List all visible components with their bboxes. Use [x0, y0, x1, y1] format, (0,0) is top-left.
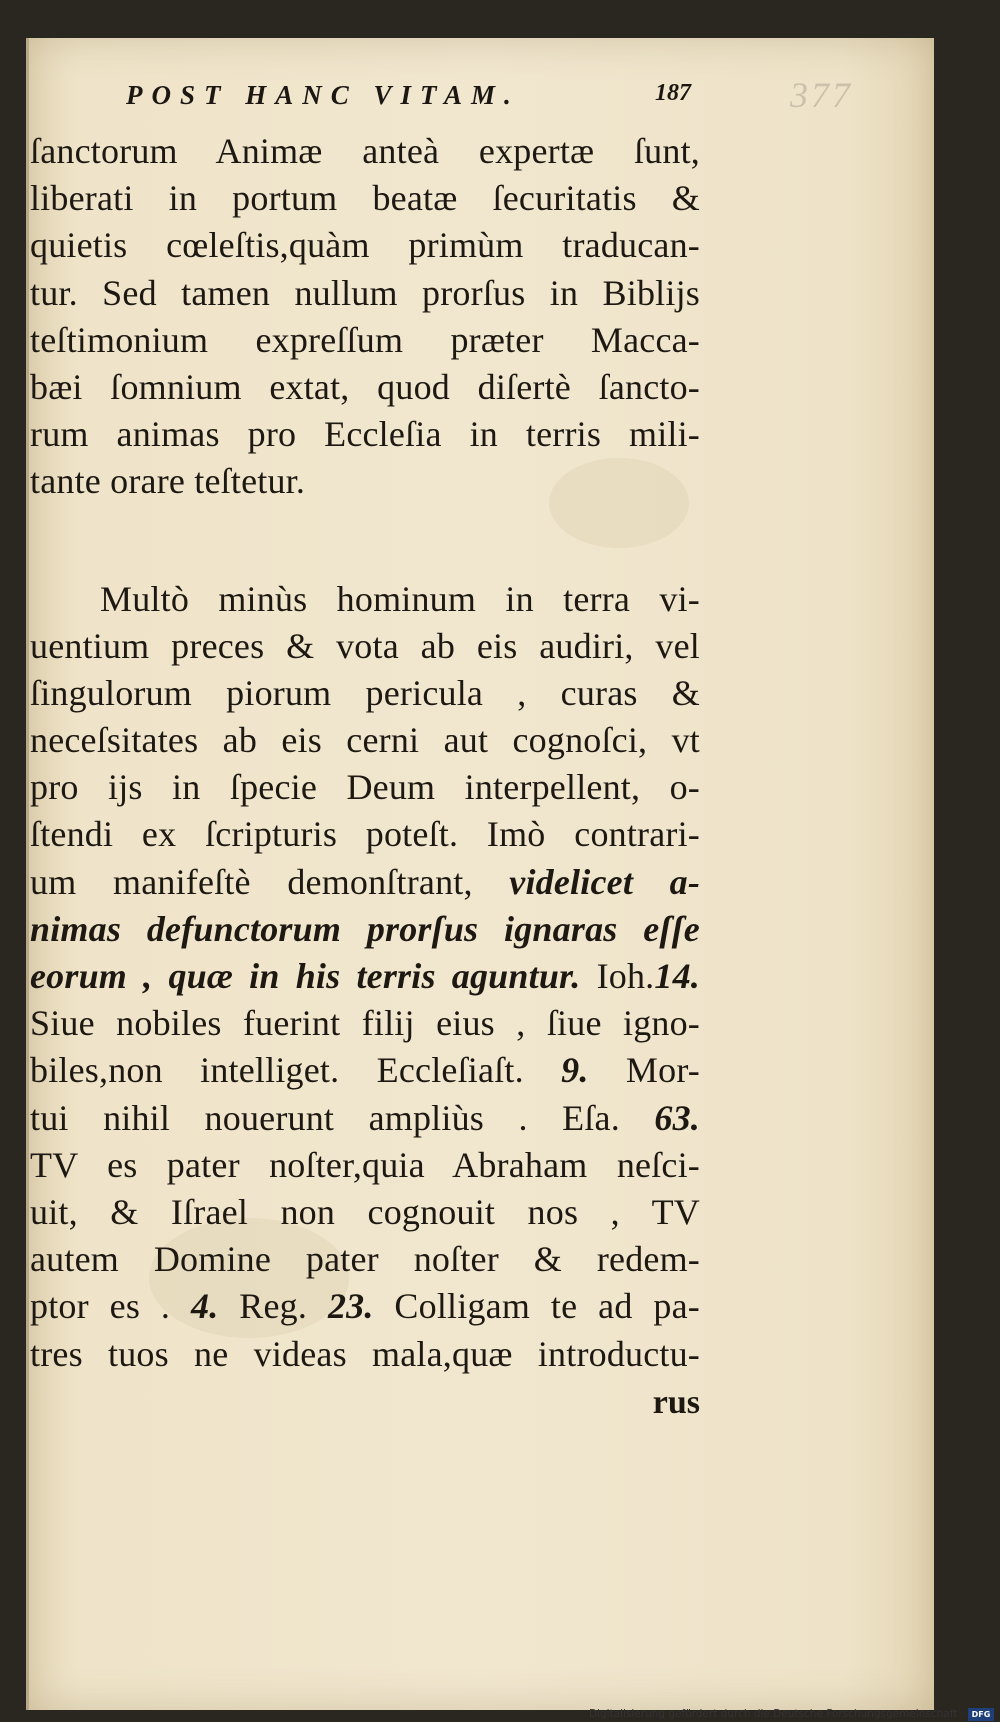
catchword: rus: [652, 1383, 700, 1421]
text-line: tur. Sed tamen nullum prorſus in Biblijs: [30, 272, 700, 313]
italic-quotation: videlicet a-: [509, 861, 701, 902]
italic-quotation: nimas defunctorum prorſus ignaras eſſe: [30, 908, 700, 949]
body-text: [30, 128, 700, 1425]
text-span: Mor-: [588, 1050, 700, 1091]
paragraph-gap: [30, 506, 700, 576]
catchword-row: [30, 1378, 700, 1425]
citation: Ioh.: [580, 956, 655, 996]
text-line: ſtendi ex ſcripturis poteſt. Imò contrari-: [30, 814, 700, 855]
citation-number: 4.: [191, 1286, 219, 1327]
text-span: Colligam te ad pa-: [373, 1286, 700, 1327]
text-line: uentium preces & vota ab eis audiri, vel: [30, 625, 700, 666]
text-line: neceſsitates ab eis cerni aut cognoſci, vt: [30, 720, 700, 761]
shelfmark-annotation: 377: [790, 75, 853, 115]
text-line: [30, 1047, 700, 1094]
text-line: Multò minùs hominum in terra vi-: [100, 578, 700, 619]
text-line: [30, 953, 700, 1000]
text-line: TV es pater noſter,quia Abraham neſci-: [30, 1144, 700, 1185]
text-line: autem Domine pater noſter & redem-: [30, 1239, 700, 1280]
text-span: Reg.: [218, 1286, 328, 1327]
text-line: ſanctorum Animæ anteà expertæ ſunt,: [30, 131, 700, 171]
text-line: quietis cœleſtis,quàm primùm traducan-: [30, 225, 700, 266]
text-line: [30, 1283, 700, 1330]
citation-number: 23.: [327, 1286, 374, 1327]
page-number: 187: [655, 80, 691, 106]
text-line: [30, 859, 700, 906]
citation-number: 14.: [654, 956, 700, 996]
text-span: biles,non intelliget. Eccleſiaſt.: [30, 1050, 562, 1091]
text-line: bæi ſomnium extat, quod diſertè ſancto-: [30, 366, 700, 407]
running-head: POST HANC VITAM.: [126, 80, 520, 110]
text-line: teſtimonium expreſſum præter Macca-: [30, 319, 700, 360]
italic-quotation: eorum , quæ in his terris aguntur.: [30, 956, 581, 996]
text-line: Siue nobiles fuerint filij eius , ſiue igno-: [30, 1003, 700, 1044]
dfg-logo: DFG: [968, 1708, 994, 1721]
text-line: [30, 906, 700, 953]
text-line: liberati in portum beatæ ſecuritatis &: [30, 178, 700, 219]
page-header: [100, 75, 870, 120]
citation-number: 9.: [561, 1050, 589, 1091]
text-line: ſingulorum piorum pericula , curas &: [30, 672, 700, 713]
text-span: ptor es .: [30, 1286, 191, 1327]
citation-number: 63.: [654, 1097, 700, 1138]
footer-bar: [0, 1722, 1000, 1731]
text-span: um manifeſtè demonſtrant,: [30, 861, 510, 902]
text-span: tui nihil nouerunt ampliùs . Eſa.: [30, 1097, 655, 1138]
text-line: uit, & Iſrael non cognouit nos , TV: [30, 1191, 700, 1232]
text-line: tres tuos ne videas mala,quæ introductu-: [30, 1333, 700, 1374]
text-line: tante orare teſtetur.: [30, 461, 306, 502]
text-line: pro ijs in ſpecie Deum interpellent, o-: [30, 767, 700, 808]
digitization-credit: Digitalisierung gefördert durch die Deutsche Forschungsgemeinschaft ·: [588, 1708, 964, 1720]
text-line: [30, 1095, 700, 1142]
text-line: rum animas pro Eccleſia in terris mili-: [30, 414, 700, 455]
